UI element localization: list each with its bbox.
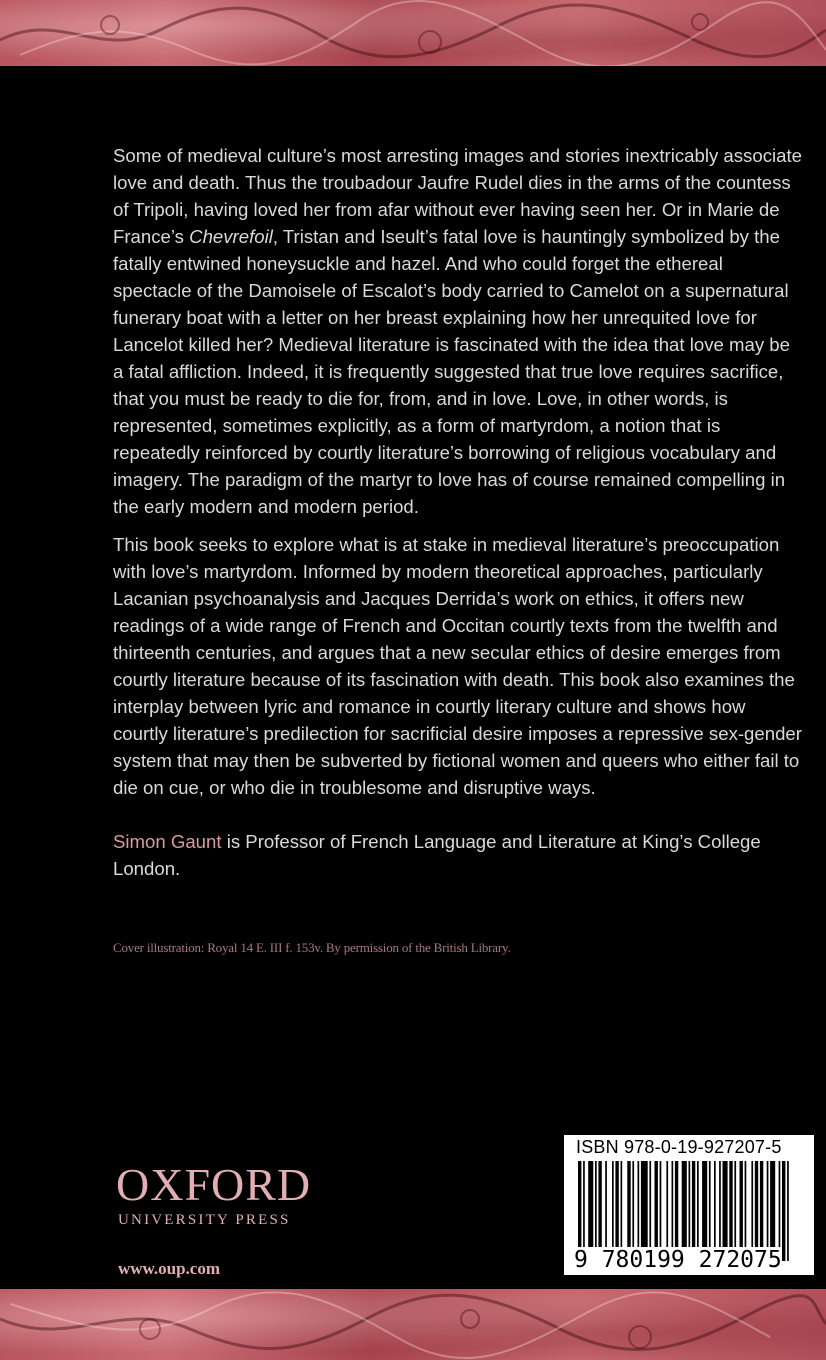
publisher-website: www.oup.com (118, 1259, 221, 1278)
decorative-top-band (0, 0, 826, 66)
description-text: , Tristan and Iseult’s fatal love is hauntingly symbolized by the fatally entwined honeysuckle and hazel. And who could forget the ethereal spectacle of the Damoisele of Escalot’s body carried to Camelot on a supernatural funerary boat with a letter on her breast explaining how her unrequited love for Lancelot killed her? Medieval literature is fascinated with the idea that love may be a fatal affliction. Indeed, it is frequently suggested that true love requires sacrifice, that you must be ready to die for, from, and in love. Love, in other words, is represented, sometimes explicitly, as a form of martyrdom, a notion that is repeatedly reinforced by courtly literature’s borrowing of religious vocabulary and imagery. The paradigm of the martyr to love has of course remained compelling in the early modern and modern period. (113, 226, 790, 517)
decorative-bottom-band (0, 1289, 826, 1360)
author-name: Simon Gaunt (113, 831, 222, 852)
ornament-pattern-bottom (0, 1289, 826, 1360)
book-title-italic: Chevrefoil (189, 226, 273, 247)
publisher-logo: OXFORD (116, 1159, 312, 1210)
description-paragraph-1 (113, 142, 803, 520)
description-paragraph-2: This book seeks to explore what is at stake in medieval literature’s preoccupation with love’s martyrdom. Informed by modern theoretical approaches, particularly Lacanian psychoanalysis and Jacques Derrida’s work on ethics, it offers new readings of a wide range of French and Occitan courtly texts from the twelfth and thirteenth centuries, and argues that a new secular ethics of desire emerges from courtly literature because of its fascination with death. This book also examines the interplay between lyric and romance in courtly literary culture and shows how courtly literature’s predilection for sacrificial desire imposes a repressive sex-gender system that may then be subverted by fictional women and queers who either fail to die on cue, or who die in troublesome and disruptive ways. (113, 534, 802, 798)
barcode-digits (574, 1247, 808, 1273)
publisher-logo-subtitle: UNIVERSITY PRESS (118, 1212, 291, 1228)
author-bio-text: is Professor of French Language and Literature at King’s College London. (113, 831, 761, 879)
author-bio (113, 828, 803, 882)
barcode-icon (574, 1161, 808, 1261)
isbn-label: ISBN 978-0-19-927207-5 (576, 1137, 782, 1157)
ornament-pattern-top (0, 0, 826, 66)
description-text: Some of medieval culture’s most arresting images and stories inextricably associate love and death. Thus the troubadour Jaufre Rudel dies in the arms of the countess of Tripoli, having loved her from afar without ever having seen her. Or in Marie de France’s (113, 145, 802, 247)
ean-digits-text: 9 780199 272075 (574, 1247, 782, 1273)
cover-illustration-credit: Cover illustration: Royal 14 E. III f. 153v. By permission of the British Library. (113, 940, 511, 955)
